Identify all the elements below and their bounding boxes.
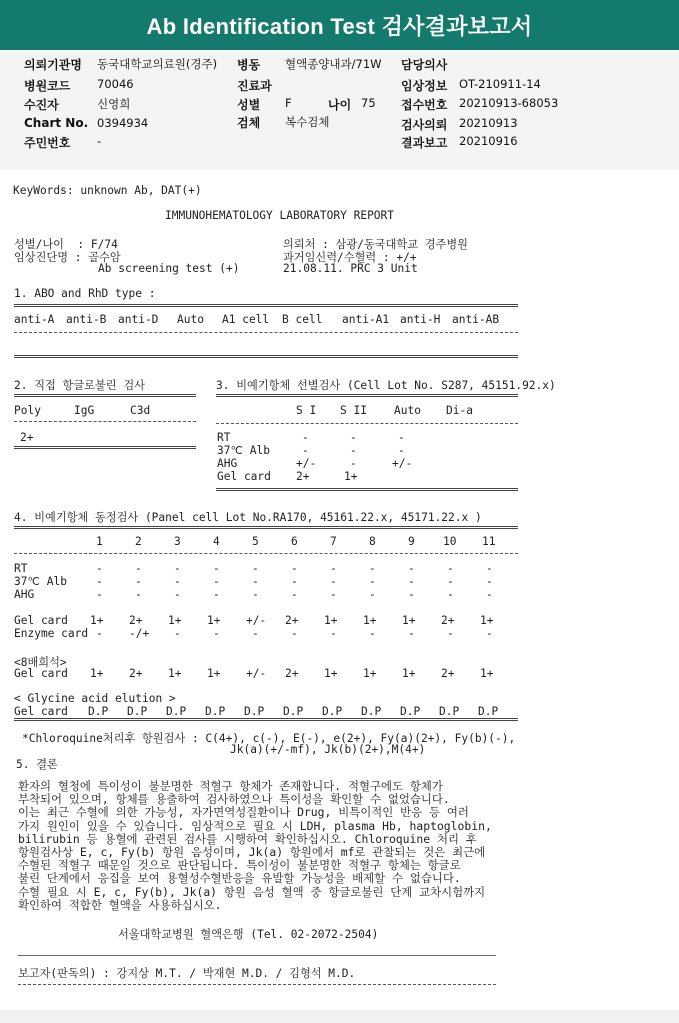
panel-cell: - [330,562,337,575]
sex-age-line: 성별/나이 : F/74 [14,238,118,251]
panel-column-header: 4 [213,535,220,548]
panel-cell: - [486,627,493,640]
screening-row-label: RT [217,431,231,444]
section-2-title: 2. 직접 항글로불린 검사 [14,379,145,392]
divider [14,421,196,422]
panel-column-header: 9 [408,535,415,548]
panel-row-label: 37℃ Alb [14,575,67,588]
abo-column-header: anti-H [400,313,441,326]
panel-cell: - [174,627,181,640]
panel-row-label: AHG [14,588,35,601]
divider [14,553,518,554]
elution-cell: D.P [283,705,304,718]
divider [216,488,518,491]
screening-column-header: S I [296,404,317,417]
panel-cell: - [174,562,181,575]
abo-column-header: anti-D [118,313,159,326]
lab-report-title: IMMUNOHEMATOLOGY LABORATORY REPORT [165,209,395,222]
panel-cell: 1+ [207,614,221,627]
panel-cell: - [135,562,142,575]
elution-cell: D.P [244,705,265,718]
screening-row-label: 37℃ Alb [217,444,270,457]
screening-cell: - [302,431,309,444]
dat-column-header: C3d [130,404,151,417]
dilution-title: <8배희석> [14,656,67,669]
panel-cell: 1+ [363,614,377,627]
diagnosis-line: 임상진단명 : 골수암 [14,251,121,264]
result-label: 결과보고 [401,136,448,150]
id-label: 주민번호 [24,136,71,150]
dilution-cell: +/- [246,667,267,680]
elution-cell: D.P [439,705,460,718]
panel-cell: - [486,575,493,588]
section-5-title: 5. 결론 [16,758,58,771]
referral-line: 의뢰처 : 삼광/동국대학교 경주병원 [283,238,468,251]
panel-cell: - [213,562,220,575]
screening-row-label: Gel card [217,470,271,483]
diagnosis-line-2: Ab screening test (+) [98,262,240,275]
id-value: - [97,134,102,148]
dilution-cell: 1+ [207,667,221,680]
panel-cell: - [369,588,376,601]
panel-cell: - [486,588,493,601]
panel-column-header: 7 [330,535,337,548]
panel-cell: - [369,562,376,575]
screening-cell: - [302,444,309,457]
elution-cell: D.P [166,705,187,718]
keywords: KeyWords: unknown Ab, DAT(+) [13,184,202,197]
request-label: 검사의뢰 [401,118,448,132]
panel-column-header: 11 [482,535,496,548]
panel-cell: - [486,562,493,575]
panel-cell: - [447,575,454,588]
history-line: 과거임신력/수혈력 : +/+ [283,251,417,264]
report-body [0,170,679,1010]
panel-cell: - [369,627,376,640]
hospital-value: 동국대학교의료원(경주) [97,57,218,71]
dat-column-header: IgG [74,404,95,417]
panel-cell: - [135,575,142,588]
elution-cell: D.P [361,705,382,718]
panel-cell: - [291,588,298,601]
hospital-label: 의뢰기관명 [24,58,82,72]
divider [14,718,518,721]
screening-cell: - [398,431,405,444]
recipient-value: 신영희 [97,97,131,111]
panel-cell: 2+ [285,614,299,627]
divider [216,423,518,424]
dilution-cell: 1+ [363,667,377,680]
report-title: Ab Identification Test 검사결과보고서 [146,13,533,39]
divider [18,955,496,956]
dilution-cell: 2+ [441,667,455,680]
screening-cell: 2+ [296,470,310,483]
panel-cell: - [408,562,415,575]
panel-cell: 1+ [90,614,104,627]
section-3-title: 3. 비예기항체 선별검사 (Cell Lot No. S287, 45151.92.x) [216,379,556,392]
dilution-row-label: Gel card [14,667,68,680]
panel-column-header: 10 [443,535,457,548]
panel-cell: - [252,588,259,601]
dilution-cell: 1+ [402,667,416,680]
elution-cell: D.P [127,705,148,718]
elution-cell: D.P [400,705,421,718]
section-1-title: 1. ABO and RhD type : [14,287,156,300]
panel-column-header: 2 [135,535,142,548]
dat-value: 2+ [20,431,34,444]
panel-cell: 1+ [402,614,416,627]
panel-cell: - [252,562,259,575]
panel-cell: - [96,588,103,601]
abo-column-header: anti-A1 [342,313,390,326]
doctor-label: 담당의사 [401,58,448,72]
divider [14,332,518,333]
report-title-banner [0,0,679,50]
panel-cell: 1+ [480,614,494,627]
elution-cell: D.P [88,705,109,718]
panel-cell: - [96,627,103,640]
dilution-cell: 1+ [168,667,182,680]
chart-label: Chart No. [24,116,89,130]
elution-row-label: Gel card [14,705,68,718]
code-value: 70046 [97,77,134,91]
panel-cell: - [291,575,298,588]
blood-bank-contact: 서울대학교병원 혈액은행 (Tel. 02-2072-2504) [118,928,379,941]
chloroquine-line-2: Jk(a)(+/-mf), Jk(b)(2+),M(4+) [230,743,426,756]
conclusion-text: 환자의 혈청에 특이성이 불분명한 적혈구 항체가 존재합니다. 적혈구에도 항체가 부착되어 있으며, 항체를 용출하여 검사하였으나 특이성을 확인할 수 없었습니다. 이는 최근 수혈에 의한 가능성, 자가면역성질환이나 Drug, 비특이적인 반응 등 여러 가지 원인이 있을 수 있습니다. 임상적으로 필요 시 LDH, plasma Hb, haptoglobin, bilirubin 등 용혈에 관련된 검사를 시행하여 확인하십시오. Chloroquine 처리 후 항원검사상 E, c, Fy(b) 항원 음성이며, Jk(a) 항원에서 mf로 관찰되는 것은 최근에 수혈된 적혈구 때문일 것으로 판단됩니다. 특이성이 불분명한 적혈구 항체는 항글로 불린 단계에서 응집을 보여 용혈성수혈반응을 유발할 가능성을 배제할 수 없습니다. 수혈 필요 시 E, c, Fy(b), Jk(a) 항원 음성 혈액 중 항글로불린 단계 교차시험까지 확인하여 적합한 혈액을 사용하십시오. [18,779,492,912]
ward-value: 혈액종양내과/71W [285,57,382,71]
code-label: 병원코드 [24,79,71,93]
elution-title: < Glycine acid elution > [14,692,176,705]
screening-cell: +/- [392,457,413,470]
divider [18,984,496,985]
panel-cell: +/- [246,614,267,627]
specimen-value: 복수검체 [285,115,330,129]
section-4-title: 4. 비예기항체 동정검사 (Panel cell Lot No.RA170, 45161.22.x, 45171.22.x ) [14,511,482,524]
panel-cell: - [330,627,337,640]
recipient-label: 수진자 [24,98,59,112]
abo-column-header: anti-A [14,313,55,326]
panel-cell: - [135,588,142,601]
chart-value: 0394934 [97,116,149,130]
screening-cell: - [350,444,357,457]
panel-cell: - [330,575,337,588]
panel-cell: - [408,588,415,601]
panel-cell: - [213,627,220,640]
panel-cell: - [291,562,298,575]
divider [14,394,196,397]
abo-column-header: A1 cell [222,313,270,326]
panel-cell: - [174,588,181,601]
panel-cell: - [447,627,454,640]
panel-cell: - [447,588,454,601]
panel-cell: - [291,627,298,640]
panel-column-header: 3 [174,535,181,548]
divider [216,394,518,397]
reception-label: 접수번호 [401,98,448,112]
age-label: 나이 [328,98,352,112]
panel-cell: - [174,575,181,588]
dilution-cell: 1+ [480,667,494,680]
panel-cell: - [330,588,337,601]
elution-cell: D.P [205,705,226,718]
elution-cell: D.P [478,705,499,718]
panel-row-label: RT [14,562,28,575]
screening-column-header: S II [340,404,367,417]
screening-cell: 1+ [344,470,358,483]
panel-column-header: 6 [291,535,298,548]
dat-column-header: Poly [14,404,41,417]
divider [14,304,518,307]
ward-label: 병동 [237,58,261,72]
dilution-cell: 2+ [129,667,143,680]
sex-label: 성별 [237,98,261,112]
patient-info-panel [0,50,679,170]
panel-column-header: 1 [96,535,103,548]
panel-cell: - [213,575,220,588]
panel-cell: - [213,588,220,601]
dept-label: 진료과 [237,79,272,93]
panel-column-header: 8 [369,535,376,548]
screening-cell: - [350,431,357,444]
screening-cell: +/- [296,457,317,470]
sex-value: F [285,96,292,110]
dilution-cell: 1+ [90,667,104,680]
panel-row-label: Gel card [14,614,68,627]
panel-cell: -/+ [129,627,150,640]
screening-column-header: Di-a [446,404,473,417]
elution-cell: D.P [322,705,343,718]
panel-cell: - [408,627,415,640]
dilution-cell: 1+ [324,667,338,680]
age-value: 75 [361,96,376,110]
specimen-label: 검체 [237,116,261,130]
request-value: 20210913 [459,116,518,130]
panel-cell: - [96,575,103,588]
divider [14,446,196,449]
screening-cell: - [398,444,405,457]
clinical-value: OT-210911-14 [459,77,541,91]
screening-row-label: AHG [217,457,238,470]
panel-row-label: Enzyme card [14,627,89,640]
panel-cell: 1+ [324,614,338,627]
panel-cell: - [369,575,376,588]
panel-column-header: 5 [252,535,259,548]
screening-column-header: Auto [394,404,421,417]
chloroquine-line-1: *Chloroquine처리후 항원검사 : C(4+), c(-), E(-), e(2+), Fy(a)(2+), Fy(b)(-), [22,732,516,745]
result-value: 20210916 [459,134,518,148]
panel-cell: 2+ [441,614,455,627]
panel-cell: 1+ [168,614,182,627]
panel-cell: - [408,575,415,588]
abo-column-header: Auto [177,313,204,326]
panel-cell: 2+ [129,614,143,627]
abo-column-header: B cell [282,313,323,326]
divider [14,355,518,358]
abo-column-header: anti-AB [452,313,500,326]
reporters-line: 보고자(판독의) : 강지상 M.T. / 박재현 M.D. / 김형석 M.D. [18,967,356,980]
abo-column-header: anti-B [66,313,107,326]
history-line-2: 21.08.11. PRC 3 Unit [283,262,418,275]
screening-cell: - [350,457,357,470]
panel-cell: - [96,562,103,575]
divider [14,526,518,529]
panel-cell: - [252,627,259,640]
clinical-label: 임상정보 [401,79,448,93]
dilution-cell: 2+ [285,667,299,680]
panel-cell: - [447,562,454,575]
reception-value: 20210913-68053 [459,96,559,110]
panel-cell: - [252,575,259,588]
